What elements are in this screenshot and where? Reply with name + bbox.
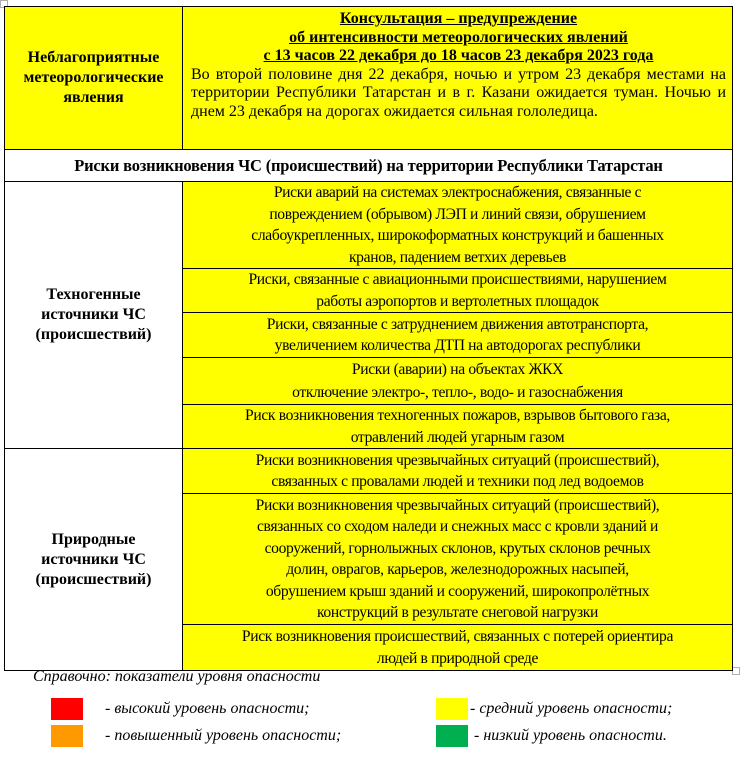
legend-item-high: [51, 698, 309, 720]
risk-line: кранов, падением ветхих деревьев: [348, 248, 567, 266]
tech-label-line: источники ЧС: [41, 306, 146, 323]
risk-line: сооружений, горнолыжных склонов, крутых склонов речных: [264, 539, 651, 557]
legend-text-high: - высокий уровень опасности;: [105, 700, 310, 717]
yellow-swatch-icon: [436, 698, 468, 720]
risk-line: увеличением количества ДТП на автодорогах республики: [274, 337, 641, 354]
risk-line: Риски, связанные с затруднением движения автотранспорта,: [266, 315, 649, 333]
legend-text-low: - низкий уровень опасности.: [474, 727, 667, 744]
natural-sources-label: [5, 449, 183, 671]
risk-road-traffic: [183, 313, 733, 358]
risk-fires-gas: [183, 405, 733, 449]
warning-table: [4, 6, 733, 671]
legend-text-elevated: - повышенный уровень опасности;: [105, 727, 342, 744]
forecast-cell: [183, 7, 733, 150]
risk-row: [5, 182, 733, 269]
forecast-body: Во второй половине дня 22 декабря, ночью и утром 23 декабря местами на территории Республики Татарстан и в г. Казани ожидается туман. Ночью и днем 23 декабря на дорогах ожидается сильная гололедица.: [191, 65, 726, 120]
risk-line: повреждением (обрывом) ЛЭП и линий связи, обрушением: [269, 205, 646, 223]
risk-snow-ice-descent: [183, 494, 733, 625]
legend-item-low: [436, 725, 667, 747]
legend-text-medium: - средний уровень опасности;: [470, 700, 673, 717]
section-title: Риски возникновения ЧС (происшествий) на территории Республики Татарстан: [5, 150, 733, 182]
risk-line: Риски возникновения чрезвычайных ситуаций (происшествий),: [255, 451, 660, 469]
risk-line: отравлений людей угарным газом: [350, 428, 565, 446]
forecast-title-line-2: об интенсивности метеорологических явлений: [289, 28, 628, 46]
risk-line: Риски, связанные с авиационными происшествиями, нарушением: [248, 271, 667, 288]
risk-line: Риски (аварии) на объектах ЖКХ: [351, 361, 564, 378]
risk-line: долин, оврагов, карьеров, железнодорожных насыпей,: [286, 561, 629, 578]
risk-line: связанных с провалами людей и техники под лед водоемов: [271, 473, 644, 490]
forecast-title-line-3: с 13 часов 22 декабря до 18 часов 23 декабря 2023 года: [263, 47, 654, 64]
tech-sources-label: [5, 182, 183, 449]
risk-line: Риски аварий на системах электроснабжения, связанные с: [273, 184, 642, 201]
phenomena-label: Неблагоприятные метеорологические явления: [23, 49, 164, 106]
green-swatch-icon: [436, 725, 468, 747]
tech-label-line: Техногенные: [46, 286, 141, 303]
risk-line: Риски возникновения чрезвычайных ситуаций (происшествий),: [255, 496, 660, 514]
red-swatch-icon: [51, 698, 83, 720]
risk-line: работы аэропортов и вертолетных площадок: [316, 292, 599, 310]
forecast-title-line-1: Консультация – предупреждение: [339, 10, 578, 27]
risk-line: обрушением крыш зданий и сооружений, широкопролётных: [265, 582, 650, 600]
legend-item-elevated: [51, 725, 341, 747]
section-title-row: [5, 150, 733, 182]
natural-label-line: Природные: [51, 530, 136, 548]
risk-line: слабоукрепленных, широкоформатных конструкций и башенных: [251, 227, 664, 244]
risk-line: Риск возникновения техногенных пожаров, взрывов бытового газа,: [245, 407, 670, 424]
risk-lost-orientation: [183, 625, 733, 671]
risk-power-systems: [183, 182, 733, 269]
risk-row: [5, 449, 733, 494]
risk-line: Риск возникновения происшествий, связанных с потерей ориентира: [241, 628, 674, 645]
header-row: [5, 7, 733, 150]
risk-line: связанных со сходом наледи и снежных масс с кровли зданий и: [256, 518, 659, 535]
risk-line: людей в природной среде: [376, 649, 539, 667]
natural-label-line: источники ЧС: [41, 550, 146, 568]
natural-label-line: (происшествий): [35, 570, 152, 588]
legend-item-medium: [436, 698, 672, 720]
risk-ice-failure: [183, 449, 733, 494]
phenomena-label-cell: [5, 7, 183, 150]
table-end-marker: [732, 667, 740, 675]
tech-label-line: (происшествий): [35, 326, 152, 343]
risk-utilities: [183, 358, 733, 405]
risk-line: конструкций в результате снеговой нагрузки: [316, 604, 599, 621]
orange-swatch-icon: [51, 725, 83, 747]
legend-title: Справочно: показатели уровня опасности: [33, 668, 321, 685]
risk-aviation: [183, 269, 733, 313]
risk-line: отключение электро-, тепло-, водо- и газоснабжения: [292, 384, 623, 401]
